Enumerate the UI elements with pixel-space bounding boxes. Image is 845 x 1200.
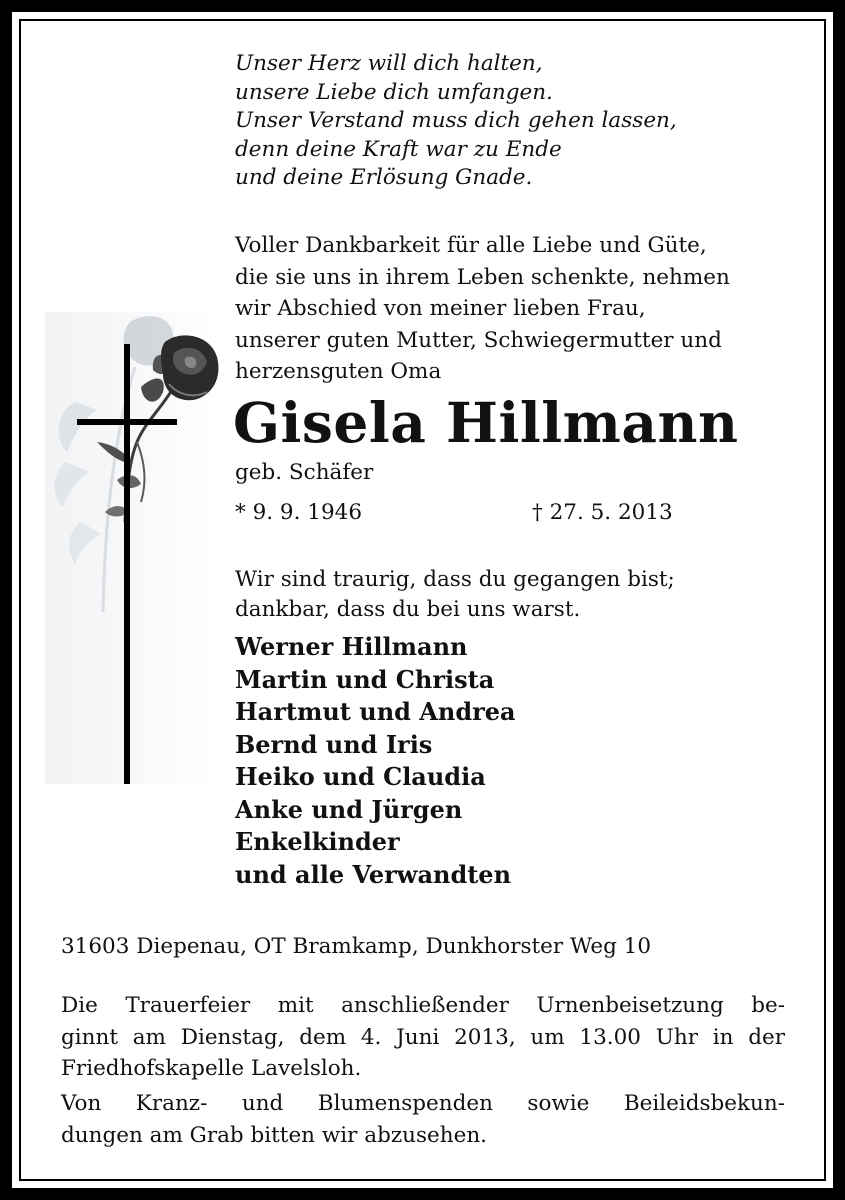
mourner-name: und alle Verwandten [235,859,512,889]
poem-line: Unser Herz will dich halten, [235,51,543,76]
funeral-notice-line: Die Trauerfeier mit anschließender Urnenbeisetzung be- [61,993,785,1018]
donation-notice [61,1088,785,1151]
cross-icon [45,312,219,784]
mourners-list [235,631,795,891]
maiden-name: geb. Schäfer [235,460,374,485]
quote-line: dankbar, dass du bei uns warst. [235,597,581,622]
family-address: 31603 Diepenau, OT Bramkamp, Dunkhorster Weg 10 [61,934,652,959]
mourner-name: Enkelkinder [235,827,400,856]
intro-line: Voller Dankbarkeit für alle Liebe und Güte, [235,233,707,258]
poem-line: und deine Erlösung Gnade. [235,165,533,190]
funeral-notice [61,990,785,1085]
intro-line: die sie uns in ihrem Leben schenkte, nehmen [235,264,730,290]
mourner-name: Hartmut und Andrea [235,697,516,726]
mourner-name: Heiko und Claudia [235,762,486,791]
intro-text [235,230,795,388]
birth-date: * 9. 9. 1946 [235,500,362,525]
deceased-name: Gisela Hillmann [233,390,739,455]
intro-line: unserer guten Mutter, Schwiegermutter und [235,327,722,353]
poem-line: unsere Liebe dich umfangen. [235,79,553,105]
donation-notice-line: Von Kranz- und Blumenspenden sowie Beileidsbekun- [61,1091,785,1116]
cross-and-rose-illustration [45,312,219,784]
quote-line: Wir sind traurig, dass du gegangen bist; [235,567,675,592]
funeral-notice-line: ginnt am Dienstag, dem 4. Juni 2013, um 13.00 Uhr in der [61,1024,785,1050]
life-dates [235,498,695,528]
intro-line: wir Abschied von meiner lieben Frau, [235,296,646,321]
intro-line: herzensguten Oma [235,359,442,384]
poem-line: Unser Verstand muss dich gehen lassen, [235,108,677,133]
mourner-name: Anke und Jürgen [235,794,463,824]
mourner-name: Werner Hillmann [235,632,468,661]
mourner-name: Bernd und Iris [235,729,433,759]
funeral-notice-line: Friedhofskapelle Lavelsloh. [61,1056,362,1081]
poem-line: denn deine Kraft war zu Ende [235,136,562,162]
donation-notice-line: dungen am Grab bitten wir abzusehen. [61,1122,488,1148]
mourner-name: Martin und Christa [235,664,495,694]
death-date: † 27. 5. 2013 [532,500,673,525]
mourning-quote [235,565,795,625]
poem [235,50,795,193]
